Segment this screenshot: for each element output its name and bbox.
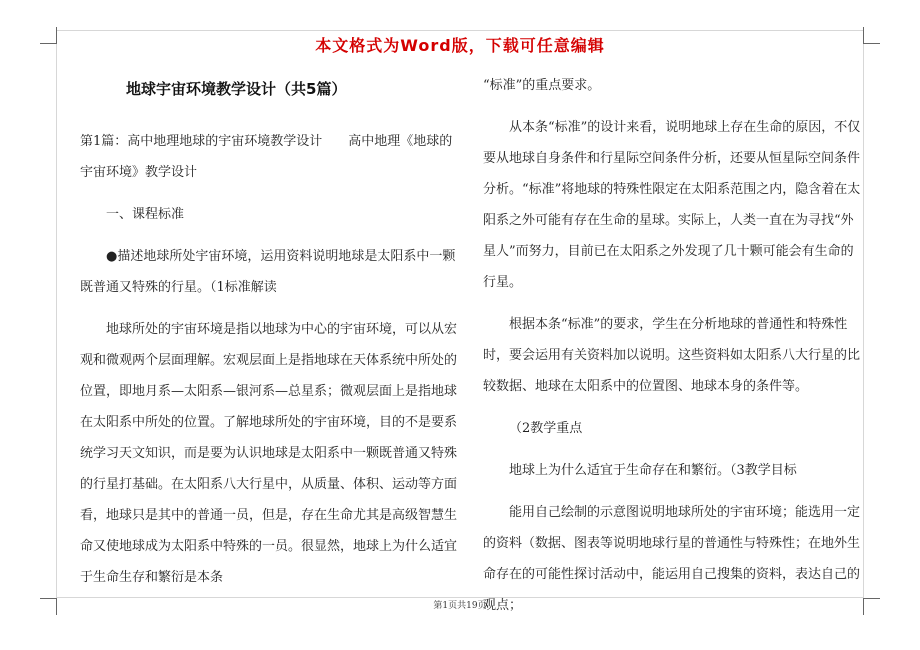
paragraph: 从本条“标准”的设计来看，说明地球上存在生命的原因，不仅要从地球自身条件和行星际空间条件分析，还要从恒星际空间条件分析。“标准”将地球的特殊性限定在太阳系范围之内，隐含着在太阳系之外可能有存在生命的星球。实际上，人类一直在为寻找“外星人”而努力，目前已在太阳系之外发现了几十颗可能会有生命的行星。	[483, 120, 861, 290]
format-banner: 本文格式为Word版，下载可任意编辑	[315, 36, 605, 55]
right-paragraphs	[483, 70, 863, 621]
document-title: 地球宇宙环境教学设计（共5篇）	[126, 80, 347, 98]
left-column	[80, 70, 460, 604]
paragraph: 能用自己绘制的示意图说明地球所处的宇宙环境；能选用一定的资料（数据、图表等说明地球行星的普通性与特殊性；在地外生命存在的可能性探讨活动中，能运用自己搜集的资料，表达自己的观点；	[483, 505, 861, 613]
paragraph: 一、课程标准	[106, 207, 185, 222]
paragraph: ●描述地球所处宇宙环境，运用资料说明地球是太阳系中一颗既普通又特殊的行星。（1标准解读	[80, 249, 456, 295]
paragraph: 根据本条“标准”的要求，学生在分析地球的普通性和特殊性时，要会运用有关资料加以说明。这些资料如太阳系八大行星的比较数据、地球在太阳系中的位置图、地球本身的条件等。	[483, 317, 861, 394]
paragraph: 地球上为什么适宜于生命存在和繁衍。（3教学目标	[509, 463, 797, 478]
paragraph: “标准”的重点要求。	[483, 78, 601, 93]
paragraph: （2教学重点	[509, 421, 583, 436]
paragraph: 地球所处的宇宙环境是指以地球为中心的宇宙环境，可以从宏观和微观两个层面理解。宏观层面上是指地球在天体系统中所处的位置，即地月系—太阳系—银河系—总星系；微观层面上是指地球在太阳系中所处的位置。了解地球所处的宇宙环境，目的不是要系统学习天文知识，而是要为认识地球是太阳系中一颗既普通又特殊的行星打基础。在太阳系八大行星中，从质量、体积、运动等方面看，地球只是其中的普通一员，但是，存在生命尤其是高级智慧生命又使地球成为太阳系中特殊的一员。很显然，地球上为什么适宜于生命生存和繁衍是本条	[80, 322, 458, 585]
paragraph: 第1篇：高中地理地球的宇宙环境教学设计 高中地理《地球的宇宙环境》教学设计	[80, 134, 453, 180]
page-footer: 第1页共19页	[433, 601, 487, 611]
right-column	[483, 70, 863, 632]
left-paragraphs	[80, 126, 460, 593]
